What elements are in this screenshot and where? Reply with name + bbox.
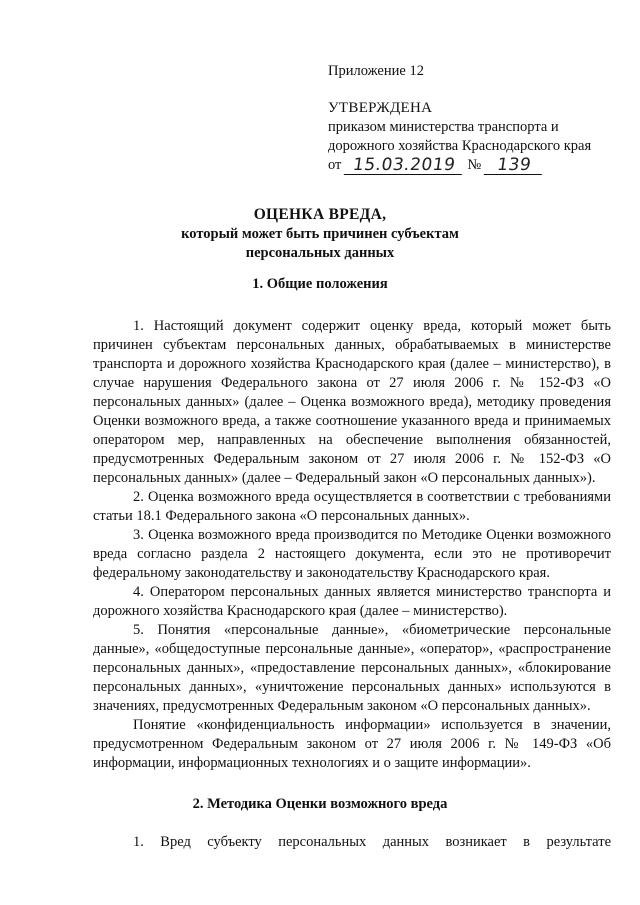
title-sub-line-2: персональных данных: [245, 245, 395, 261]
appendix-label: Приложение 12: [328, 63, 424, 79]
section-1-heading: 1. Общие положения: [252, 276, 388, 292]
order-date-number-row: [328, 156, 618, 175]
approved-stamp-text: УТВЕРЖДЕНА: [328, 100, 433, 116]
date-prefix: от: [328, 157, 342, 173]
paragraph-3: 3. Оценка возможного вреда производится по Методике Оценки возможного вреда согласно раздела 2 настоящего документа, если это не противоречит федеральному законодательству и законодательству Краснодарского края.: [93, 527, 611, 581]
order-line-2: дорожного хозяйства Краснодарского края: [328, 138, 592, 154]
number-prefix: №: [467, 157, 482, 173]
handwritten-date: 15.03.2019: [344, 157, 465, 175]
approval-block: [328, 62, 618, 175]
paragraph-2: 2. Оценка возможного вреда осуществляется в соответствии с требованиями статьи 18.1 Федерального закона «О персональных данных».: [93, 489, 611, 524]
paragraph-6: Понятие «конфиденциальность информации» используется в значении, предусмотренном Федеральным законом от 27 июля 2006 г. № 149-ФЗ «Об информации, информационных технологиях и о защите информации».: [93, 717, 611, 771]
paragraph-4: 4. Оператором персональных данных является министерство транспорта и дорожного хозяйства Краснодарского края (далее – министерство).: [93, 584, 611, 619]
paragraph-5: 5. Понятия «персональные данные», «биометрические персональные данные», «общедоступные персональные данные», «оператор», «распространение персональных данных», «предоставление персональных данных», «блокирование персональных данных», «уничтожение персональных данных» используются в значениях, предусмотренных Федеральным законом «О персональных данных».: [93, 622, 611, 714]
section-1-body: [93, 317, 611, 773]
paragraph-1: 1. Настоящий документ содержит оценку вреда, который может быть причинен субъектам персональных данных, обрабатываемых в министерстве транспорта и дорожного хозяйства Краснодарского края (далее – министерство), в случае нарушения Федерального закона от 27 июля 2006 г. № 152-ФЗ «О персональных данных» (далее – Оценка возможного вреда), методику проведения Оценки возможного вреда, а также соотношение указанного вреда и принимаемых оператором мер, направленных на обеспечение выполнения обязанностей, предусмотренных Федеральным законом от 27 июля 2006 г. № 152-ФЗ «О персональных данных» (далее – Федеральный закон «О персональных данных»).: [93, 318, 611, 486]
section-2-first-line: 1. Вред субъекту персональных данных возникает в результате: [133, 834, 611, 850]
handwritten-number: 139: [484, 157, 545, 175]
order-line-1: приказом министерства транспорта и: [328, 119, 559, 135]
section-2-heading: 2. Методика Оценки возможного вреда: [192, 796, 448, 812]
title-sub-line-1: который может быть причинен субъектам: [181, 226, 459, 242]
document-title: [80, 205, 560, 263]
title-main: ОЦЕНКА ВРЕДА,: [253, 206, 387, 223]
